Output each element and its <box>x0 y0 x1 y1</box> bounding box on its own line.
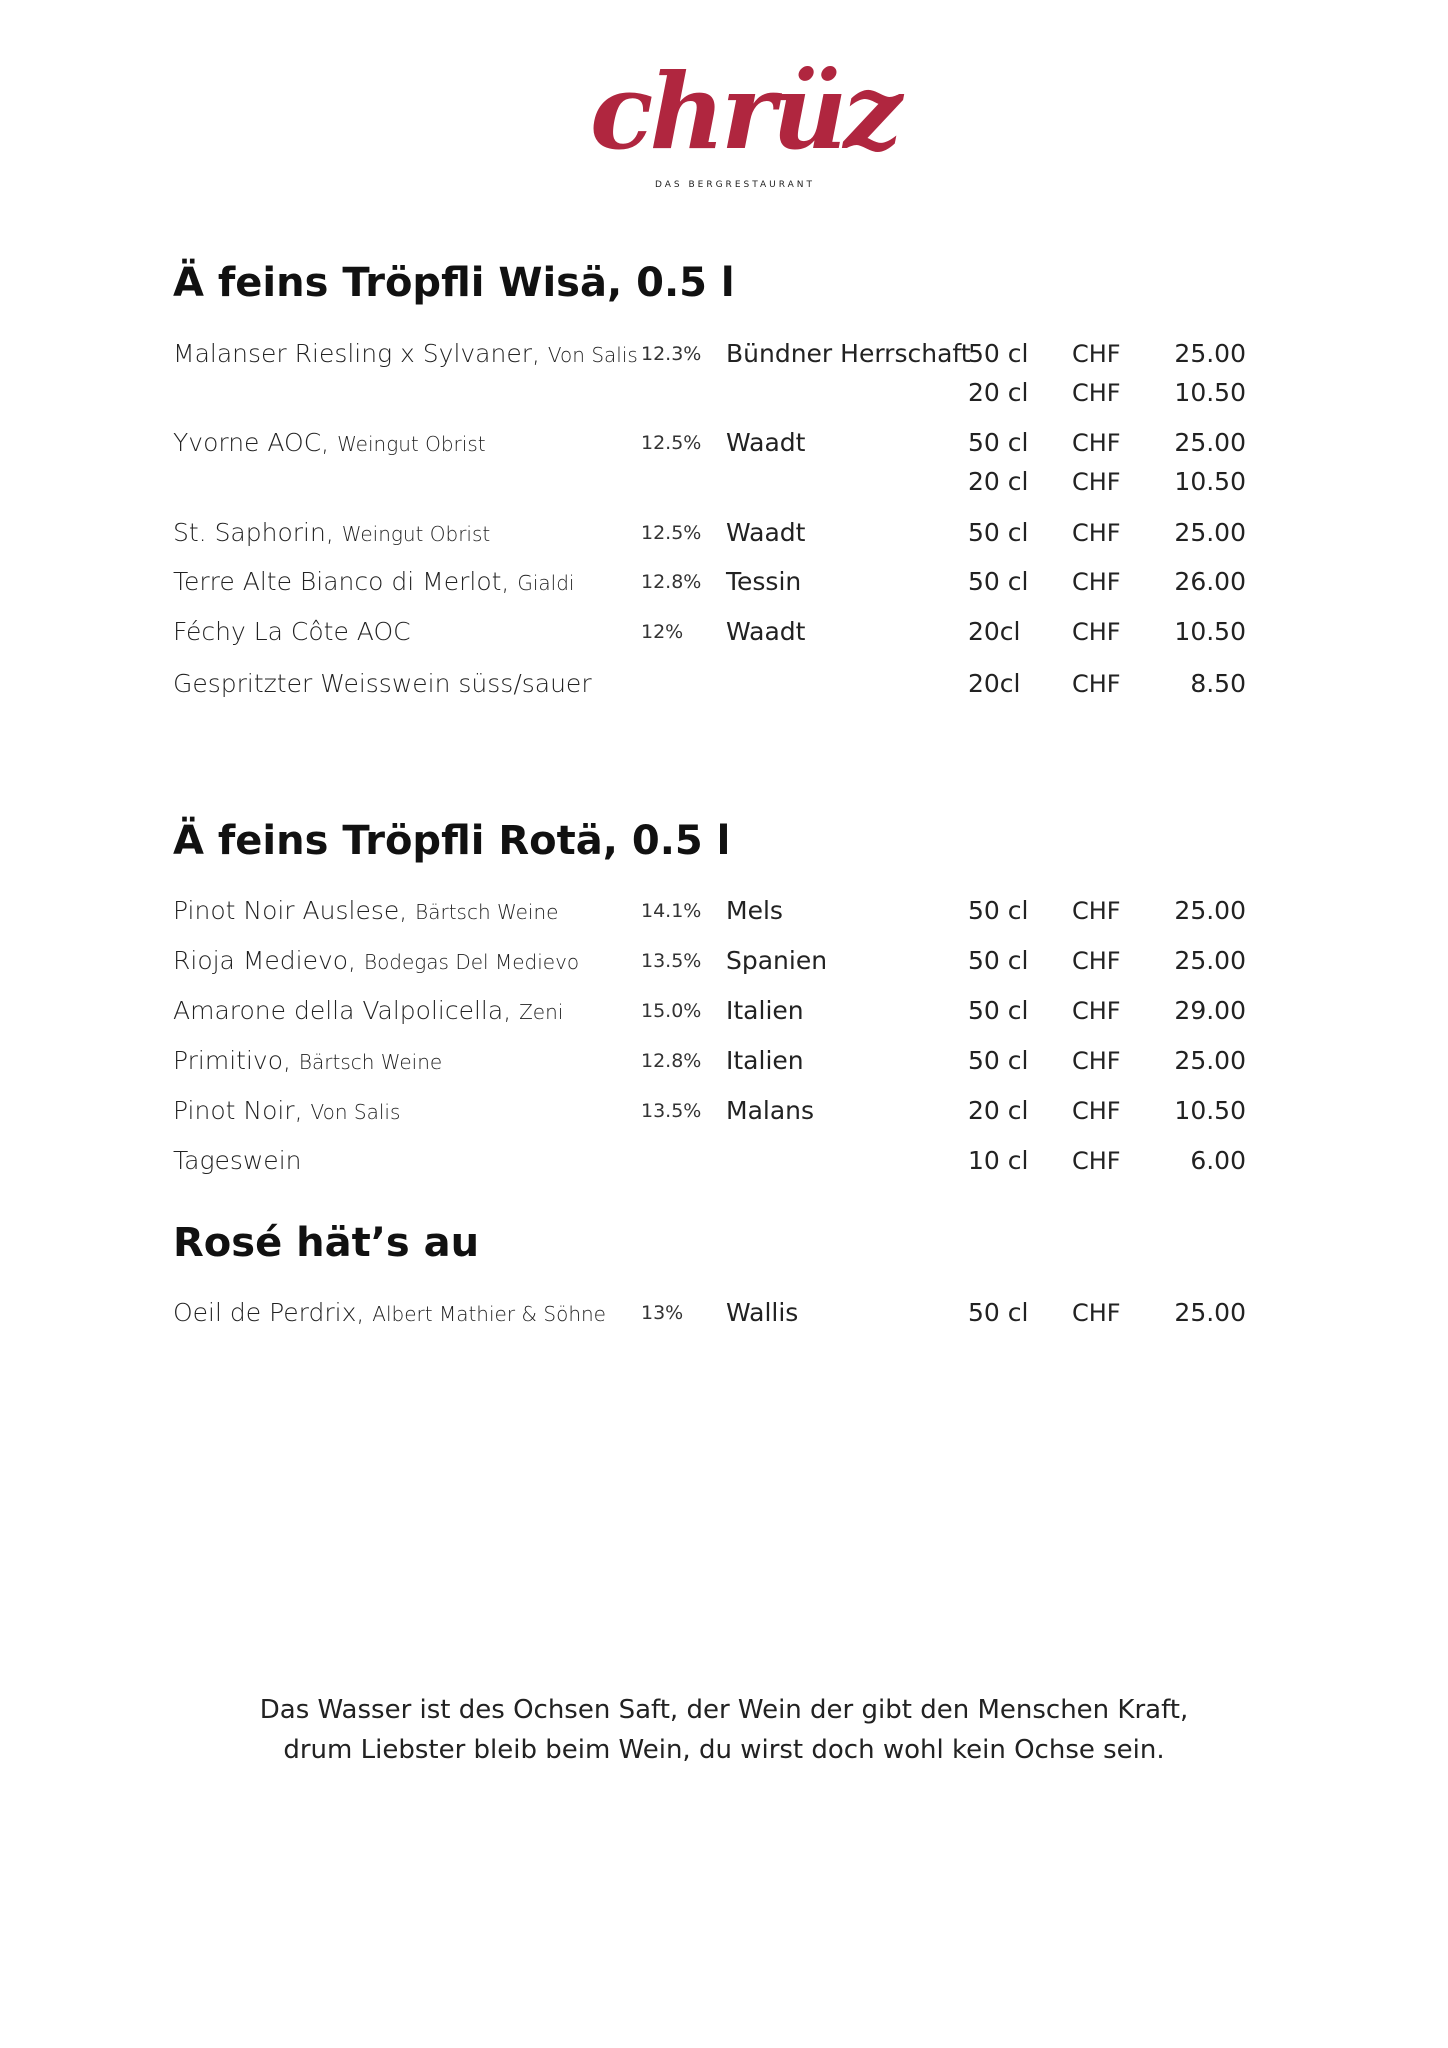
wine-region: Waadt <box>726 617 806 646</box>
wine-volume: 50 cl <box>968 946 1029 975</box>
wine-volume: 20cl <box>968 669 1021 698</box>
wine-producer: Zeni <box>519 1000 564 1024</box>
wine-row <box>0 373 1448 413</box>
wine-producer: Albert Mathier & Söhne <box>372 1302 606 1326</box>
wine-producer: Gialdi <box>517 571 575 595</box>
wine-row <box>0 423 1448 463</box>
wine-price: 6.00 <box>1190 1146 1246 1175</box>
wine-name-cell <box>173 1041 442 1082</box>
closing-quote <box>200 1690 1248 1770</box>
wine-price: 10.50 <box>1174 1096 1246 1125</box>
wine-row <box>0 1041 1448 1081</box>
wine-region: Italien <box>726 1046 804 1075</box>
wine-abv: 12.5% <box>641 432 702 454</box>
wine-row <box>0 462 1448 502</box>
wine-name-cell <box>173 612 411 653</box>
wine-currency: CHF <box>1072 670 1121 698</box>
wine-abv: 13% <box>641 1302 684 1324</box>
section-title-red-wine: Ä feins Tröpfli Rotä, 0.5 l <box>173 818 731 864</box>
wine-price: 29.00 <box>1174 996 1246 1025</box>
wine-name: Rioja Medievo, <box>173 946 357 975</box>
wine-currency: CHF <box>1072 1047 1121 1075</box>
wine-producer: Bodegas Del Medievo <box>363 950 580 974</box>
wine-row <box>0 513 1448 553</box>
wine-name-cell <box>173 1141 301 1182</box>
wine-name-cell <box>173 423 486 464</box>
wine-name: Malanser Riesling x Sylvaner, <box>173 339 540 368</box>
wine-region: Spanien <box>726 946 828 975</box>
wine-volume: 50 cl <box>968 567 1029 596</box>
wine-name-cell <box>173 513 490 554</box>
wine-volume: 50 cl <box>968 518 1029 547</box>
wine-currency: CHF <box>1072 340 1121 368</box>
wine-region: Malans <box>726 1096 815 1125</box>
wine-producer: Weingut Obrist <box>337 432 486 456</box>
wine-name: Amarone della Valpolicella, <box>173 996 512 1025</box>
wine-price: 25.00 <box>1174 518 1246 547</box>
wine-name: St. Saphorin, <box>173 518 334 547</box>
wine-row <box>0 941 1448 981</box>
wine-name-cell <box>173 1293 606 1334</box>
wine-region: Bündner Herrschaft <box>726 339 971 368</box>
wine-price: 25.00 <box>1174 1046 1246 1075</box>
section-title-rose-wine: Rosé hät’s au <box>173 1220 480 1266</box>
wine-price: 8.50 <box>1190 669 1246 698</box>
wine-name: Primitivo, <box>173 1046 291 1075</box>
wine-currency: CHF <box>1072 568 1121 596</box>
wine-name-cell <box>173 941 579 982</box>
wine-name: Tageswein <box>173 1146 302 1175</box>
wine-volume: 50 cl <box>968 1046 1029 1075</box>
wine-region: Wallis <box>726 1298 799 1327</box>
wine-name: Pinot Noir Auslese, <box>173 896 408 925</box>
wine-price: 25.00 <box>1174 1298 1246 1327</box>
wine-abv: 12% <box>641 621 684 643</box>
wine-name-cell <box>173 1091 400 1132</box>
wine-name: Yvorne AOC, <box>173 428 330 457</box>
wine-currency: CHF <box>1072 1147 1121 1175</box>
wine-row <box>0 1293 1448 1333</box>
wine-price: 10.50 <box>1174 617 1246 646</box>
wine-volume: 50 cl <box>968 339 1029 368</box>
wine-name-cell <box>173 891 558 932</box>
wine-abv: 12.5% <box>641 522 702 544</box>
wine-abv: 12.8% <box>641 1050 702 1072</box>
wine-volume: 10 cl <box>968 1146 1029 1175</box>
wine-abv: 14.1% <box>641 900 702 922</box>
wine-name-cell <box>173 562 574 603</box>
wine-row <box>0 1091 1448 1131</box>
wine-region: Waadt <box>726 428 806 457</box>
wine-volume: 50 cl <box>968 428 1029 457</box>
wine-currency: CHF <box>1072 379 1121 407</box>
wine-currency: CHF <box>1072 618 1121 646</box>
wine-currency: CHF <box>1072 519 1121 547</box>
logo-wordmark: chrüz <box>590 50 899 173</box>
wine-volume: 20 cl <box>968 467 1029 496</box>
wine-volume: 50 cl <box>968 996 1029 1025</box>
wine-producer: Bärtsch Weine <box>415 900 559 924</box>
wine-name-cell <box>173 334 638 375</box>
wine-name: Gespritzter Weisswein süss/sauer <box>173 669 592 698</box>
wine-name: Terre Alte Bianco di Merlot, <box>173 567 510 596</box>
wine-region: Waadt <box>726 518 806 547</box>
wine-currency: CHF <box>1072 897 1121 925</box>
wine-name-cell <box>173 664 592 705</box>
wine-price: 10.50 <box>1174 378 1246 407</box>
wine-producer: Weingut Obrist <box>341 522 491 546</box>
wine-price: 10.50 <box>1174 467 1246 496</box>
wine-name: Pinot Noir, <box>173 1096 303 1125</box>
wine-currency: CHF <box>1072 1097 1121 1125</box>
logo-subtitle: DAS BERGRESTAURANT <box>654 180 816 190</box>
quote-line-1: Das Wasser ist des Ochsen Saft, der Wein der gibt den Menschen Kraft, <box>259 1695 1189 1725</box>
wine-name: Féchy La Côte AOC <box>173 617 411 646</box>
wine-region: Italien <box>726 996 804 1025</box>
wine-producer: Von Salis <box>310 1100 401 1124</box>
wine-volume: 50 cl <box>968 896 1029 925</box>
wine-abv: 13.5% <box>641 950 702 972</box>
wine-name: Oeil de Perdrix, <box>173 1298 365 1327</box>
wine-currency: CHF <box>1072 468 1121 496</box>
wine-price: 26.00 <box>1174 567 1246 596</box>
wine-producer: Von Salis <box>547 343 638 367</box>
wine-volume: 20 cl <box>968 378 1029 407</box>
wine-row <box>0 334 1448 374</box>
section-title-white-wine: Ä feins Tröpfli Wisä, 0.5 l <box>173 260 735 306</box>
wine-volume: 20cl <box>968 617 1021 646</box>
wine-currency: CHF <box>1072 947 1121 975</box>
wine-abv: 13.5% <box>641 1100 702 1122</box>
wine-region: Mels <box>726 896 783 925</box>
wine-price: 25.00 <box>1174 946 1246 975</box>
wine-currency: CHF <box>1072 429 1121 457</box>
wine-price: 25.00 <box>1174 428 1246 457</box>
wine-volume: 20 cl <box>968 1096 1029 1125</box>
wine-abv: 12.3% <box>641 343 702 365</box>
wine-producer: Bärtsch Weine <box>298 1050 443 1074</box>
wine-row <box>0 991 1448 1031</box>
wine-row <box>0 562 1448 602</box>
wine-currency: CHF <box>1072 997 1121 1025</box>
wine-currency: CHF <box>1072 1299 1121 1327</box>
restaurant-logo <box>590 50 899 202</box>
wine-price: 25.00 <box>1174 339 1246 368</box>
wine-row <box>0 612 1448 652</box>
wine-name-cell <box>173 991 563 1032</box>
wine-abv: 15.0% <box>641 1000 702 1022</box>
wine-region: Tessin <box>726 567 802 596</box>
wine-row <box>0 1141 1448 1181</box>
quote-line-2: drum Liebster bleib beim Wein, du wirst doch wohl kein Ochse sein. <box>283 1735 1165 1765</box>
wine-price: 25.00 <box>1174 896 1246 925</box>
wine-row <box>0 891 1448 931</box>
wine-volume: 50 cl <box>968 1298 1029 1327</box>
wine-row <box>0 664 1448 704</box>
wine-abv: 12.8% <box>641 571 702 593</box>
